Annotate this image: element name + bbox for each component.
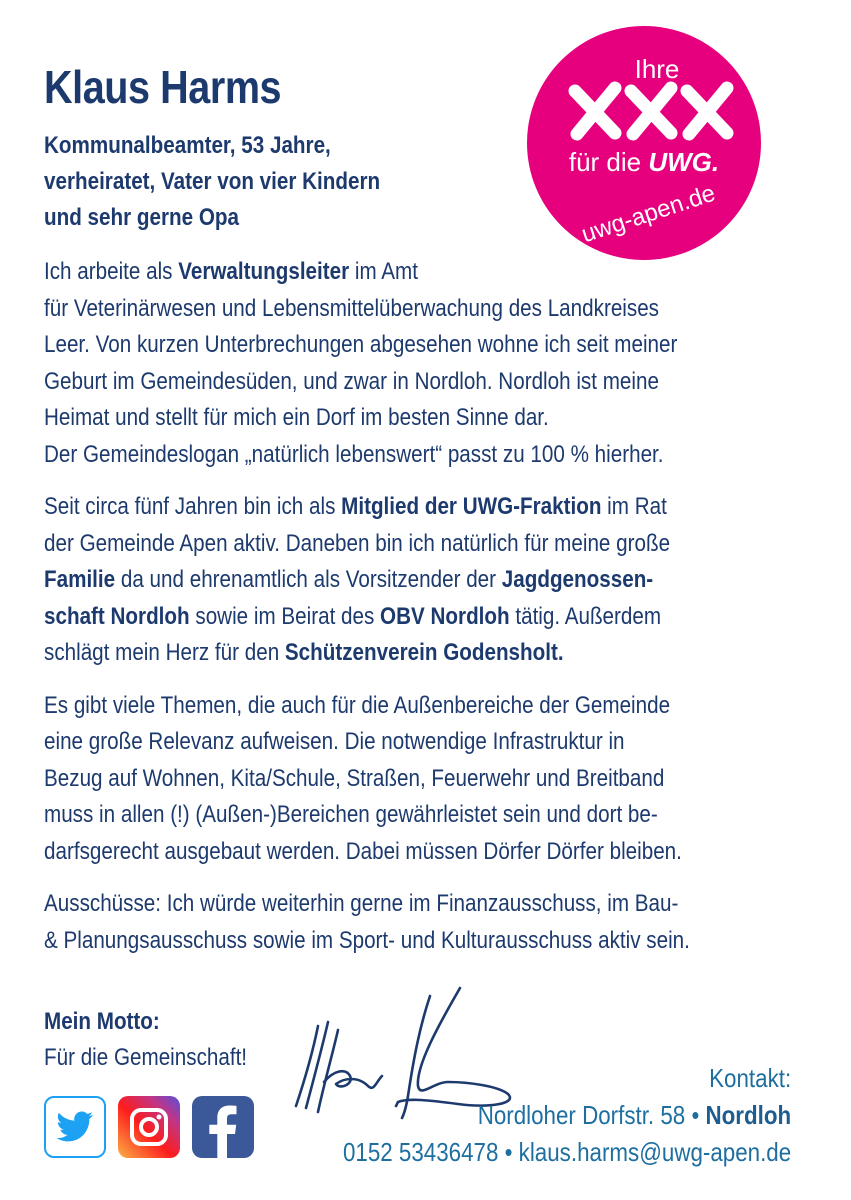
contact-label: Kontakt:: [708, 1063, 791, 1093]
instagram-icon: [118, 1096, 180, 1158]
text-line: Ausschüsse: Ich würde weiterhin gerne im Finanzausschuss, im Bau-: [44, 890, 679, 917]
text-run: im Amt: [349, 258, 418, 285]
candidate-subtitle: [44, 128, 526, 236]
text-line: Leer. Von kurzen Unterbrechungen abgesehen wohne ich seit meiner: [44, 331, 678, 358]
badge-brand: UWG.: [648, 147, 720, 177]
emphasis: Verwaltungsleiter: [178, 258, 350, 285]
text-run: Ich arbeite als: [44, 258, 179, 285]
facebook-link[interactable]: [192, 1096, 254, 1158]
text-line: Geburt im Gemeindesüden, und zwar in Nordloh. Nordloh ist meine: [44, 367, 659, 395]
facebook-icon: [192, 1096, 254, 1158]
uwg-badge: [527, 26, 761, 260]
text-line: Bezug auf Wohnen, Kita/Schule, Straßen, Feuerwehr und Breitband: [44, 764, 665, 792]
text-line: Der Gemeindeslogan „natürlich lebenswert“ passt zu 100 % hierher.: [44, 440, 664, 468]
badge-mid-text-label: für die: [568, 147, 642, 177]
twitter-icon: [46, 1098, 104, 1156]
text-line: darfsgerecht ausgebaut werden. Dabei müssen Dörfer Dörfer bleiben.: [44, 837, 682, 865]
text-line: Heimat und stellt für mich ein Dorf im besten Sinne dar.: [44, 404, 549, 431]
biography-text: [44, 254, 797, 959]
emphasis: OBV Nordloh: [380, 602, 510, 630]
text-line: Es gibt viele Themen, die auch für die Außenbereiche der Gemeinde: [44, 691, 671, 719]
instagram-link[interactable]: [118, 1096, 180, 1158]
text-run: da und ehrenamtlich als Vorsitzender der: [115, 566, 502, 593]
candidate-name: Klaus Harms: [44, 61, 282, 113]
motto-text: Für die Gemeinschaft!: [44, 1044, 248, 1071]
badge-top-text: Ihre: [634, 54, 680, 84]
text-run: Seit circa fünf Jahren bin ich als: [44, 493, 342, 520]
subtitle-line: Kommunalbeamter, 53 Jahre,: [44, 132, 331, 159]
text-run: tätig. Außerdem: [509, 602, 662, 630]
contact-street: Nordloher Dorfstr. 58 •: [477, 1100, 706, 1130]
badge-url: uwg-apen.de: [578, 179, 719, 249]
contact-phone-email[interactable]: 0152 53436478 • klaus.harms@uwg-apen.de: [342, 1137, 791, 1167]
motto-title: Mein Motto:: [44, 1008, 160, 1035]
text-run: im Rat: [601, 493, 667, 520]
contact-address: [343, 1097, 791, 1134]
uwg-badge-graphic: [527, 26, 761, 260]
text-line: eine große Relevanz aufweisen. Die notwendige Infrastruktur in: [44, 728, 625, 755]
text-run: schlägt mein Herz für den: [44, 639, 285, 666]
ballot-crosses-icon: [575, 88, 727, 134]
text-line: muss in allen (!) (Außen-)Bereichen gewährleistet sein und dort be-: [44, 801, 658, 828]
contact-block: [343, 1060, 791, 1171]
subtitle-line: verheiratet, Vater von vier Kindern: [44, 168, 381, 195]
text-run: sowie im Beirat des: [189, 602, 381, 630]
emphasis: Mitglied der UWG-Fraktion: [341, 493, 602, 520]
contact-town: Nordloh: [705, 1100, 791, 1130]
text-line: für Veterinärwesen und Lebensmittelüberwachung des Landkreises: [44, 294, 660, 322]
emphasis: Jagdgenossen-: [501, 566, 654, 593]
motto: [44, 1004, 247, 1076]
text-line: der Gemeinde Apen aktiv. Daneben bin ich natürlich für meine große: [44, 529, 671, 557]
text-line: & Planungsausschuss sowie im Sport- und Kulturausschuss aktiv sein.: [44, 926, 690, 954]
twitter-link[interactable]: [44, 1096, 106, 1158]
emphasis: Familie: [44, 566, 116, 593]
emphasis: Schützenverein Godensholt.: [284, 639, 564, 666]
emphasis: schaft Nordloh: [44, 602, 190, 630]
badge-mid-text: [569, 147, 719, 177]
subtitle-line: und sehr gerne Opa: [44, 204, 239, 231]
